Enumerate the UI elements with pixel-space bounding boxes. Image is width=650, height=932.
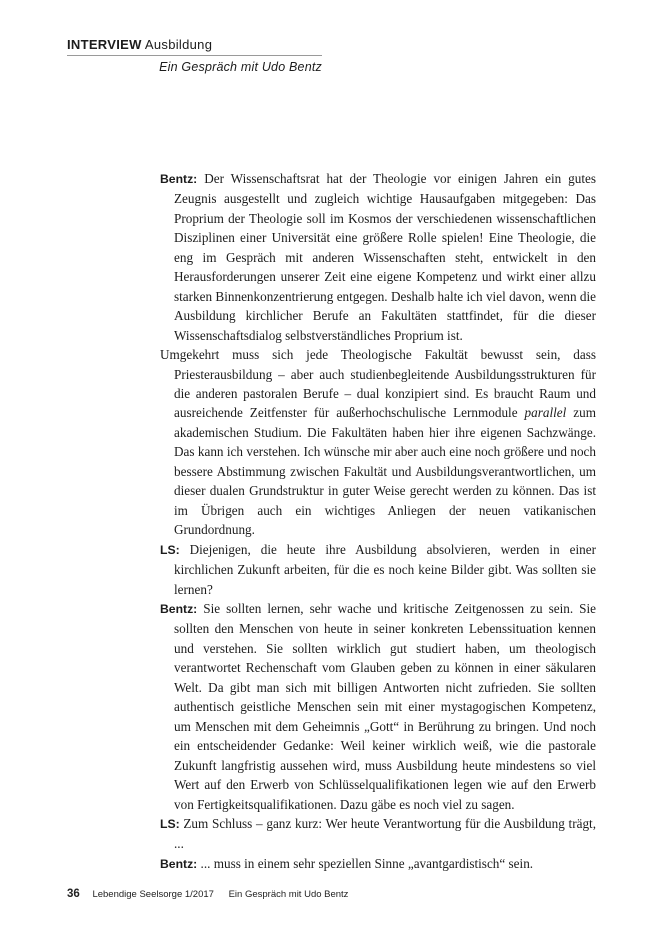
paragraph-text: ... muss in einem sehr speziellen Sinne „avantgardistisch“ sein.	[200, 855, 534, 871]
speaker-label: LS:	[160, 816, 180, 831]
emphasis-text: parallel	[524, 405, 567, 421]
speaker-label: Bentz:	[160, 856, 198, 871]
paragraph-text: zum akademischen Studium. Die Fakultäten haben hier ihre eigenen Sachzwänge. Das kann ich verstehen. Ich wünsche mir aber auch eine noch größere und noch bessere Abstimmung zwischen Fakultät und Ausbildungsverantwortlichen, um dieser dualen Grundstruktur in guter Weise gerecht werden zu können. Das ist im Übrigen auch ein wichtiges Anliegen der neuen vatikanischen Grundordnung.	[174, 405, 596, 538]
header-topic: Ausbildung	[144, 37, 213, 52]
header-title	[67, 36, 322, 54]
paragraph-text: Diejenigen, die heute ihre Ausbildung absolvieren, werden in einer kirchlichen Zukunft arbeiten, für die es noch keine Bilder gibt. Was sollten sie lernen?	[174, 541, 596, 597]
interview-turn	[160, 814, 596, 854]
page-number: 36	[67, 888, 80, 900]
footer-journal: Lebendige Seelsorge 1/2017	[92, 889, 214, 900]
speaker-label: Bentz:	[160, 172, 198, 186]
paragraph-text: Der Wissenschaftsrat hat der Theologie vor einigen Jahren ein gutes Zeugnis ausgestellt und zugleich wichtige Hausaufgaben mitgegeben: Das Proprium der Theologie soll im Kosmos der verschiedenen wissenschaftlichen Disziplinen einer Universität eine größere Rolle spielen! Eine Theologie, die eng im Gespräch mit anderen Wissenschaften steht, entwickelt in den Herausforderungen unserer Zeit eine eigene Kompetenz und wirkt einer allzu starken Binnenkonzentrierung entgegen. Deshalb halte ich viel davon, wenn die Ausbildung kirchlicher Berufe an Fakultäten stattfindet, für die dieser Wissenschaftsdialog selbstverständliches Proprium ist.	[174, 171, 596, 343]
paragraph	[160, 599, 597, 814]
interview-body	[160, 169, 596, 874]
paragraph	[160, 814, 597, 854]
paragraph	[160, 345, 596, 540]
interview-turn	[160, 540, 596, 599]
paragraph-text: Sie sollten lernen, sehr wache und kritische Zeitgenossen zu sein. Sie sollten den Menschen von heute in seiner konkreten Lebenssituation kennen und verstehen. Sie sollten wirklich gut studiert haben, um theologisch verantwortet Rechenschaft vom Glauben geben zu können in einer säkularen Welt. Da gibt man sich mit billigen Antworten nicht zufrieden. Sie sollten authentisch geistliche Menschen sein mit einer mystagogischen Kompetenz, um Menschen mit dem Geheimnis „Gott“ in Berührung zu bringen. Und noch ein entscheidender Gedanke: Weil keiner wirklich weiß, wie die pastorale Zukunft langfristig aussehen wird, muss Ausbildung heute mindestens so viel Wert auf den Erwerb von Schlüsselqualifikationen legen wie auf den Erwerb von Fertigkeitsqualifikationen. Dazu gäbe es noch viel zu sagen.	[174, 600, 597, 812]
page-footer	[67, 888, 348, 900]
footer-article: Ein Gespräch mit Udo Bentz	[228, 889, 349, 900]
interview-turn	[160, 169, 596, 540]
header-subtitle: Ein Gespräch mit Udo Bentz	[159, 60, 322, 74]
speaker-label: Bentz:	[160, 601, 198, 616]
header-section: INTERVIEW	[67, 37, 142, 52]
speaker-label: LS:	[160, 542, 180, 557]
interview-turn	[160, 599, 596, 814]
running-header	[67, 36, 322, 76]
paragraph	[160, 540, 596, 599]
paragraph	[160, 854, 596, 874]
header-rule	[67, 55, 322, 56]
interview-turn	[160, 854, 596, 874]
paragraph	[160, 169, 596, 345]
paragraph-text: Umgekehrt muss sich jede Theologische Fakultät bewusst sein, dass Priesterausbildung – aber auch studienbegleitende Ausbildungsstrukturen für die anderen pastoralen Berufe – dual konzipiert sind. Es braucht Raum und ausreichende Zeitfenster für außerhochschulische Lernmodule	[160, 347, 596, 421]
paragraph-text: Zum Schluss – ganz kurz: Wer heute Verantwortung für die Ausbildung trägt, ...	[174, 815, 597, 852]
